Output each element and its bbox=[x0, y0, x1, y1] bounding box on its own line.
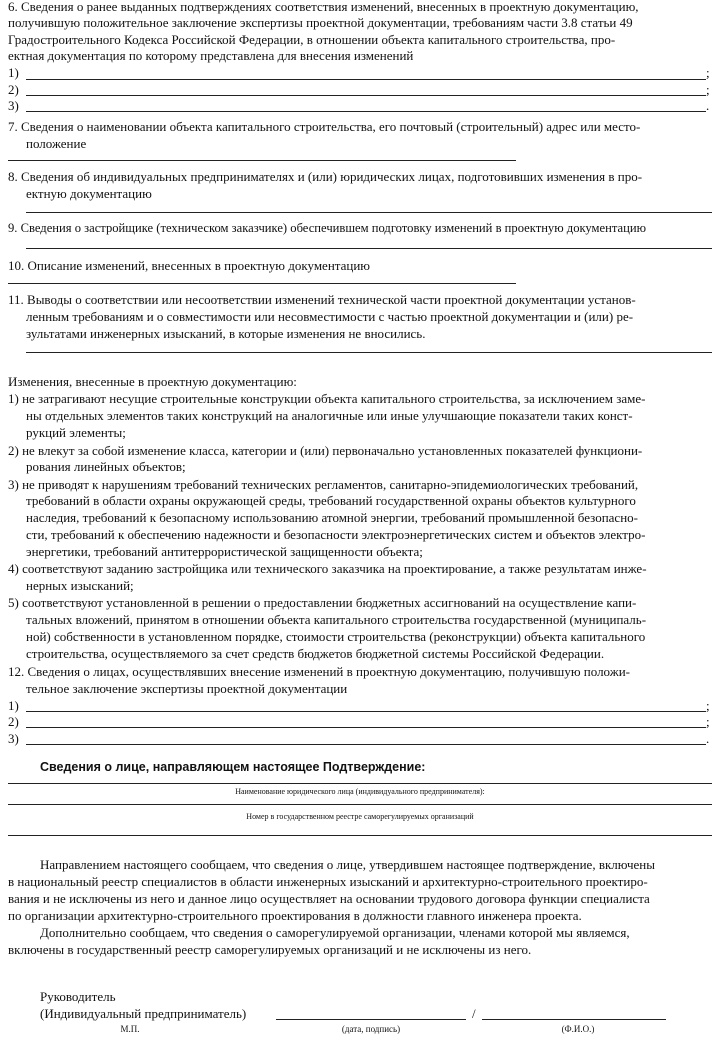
s6-item-1-end: ; bbox=[706, 65, 710, 80]
changes-p5-line-4: строительства, осуществляемого за счет средств бюджетов бюджетной системы Российской Федерации. bbox=[26, 646, 605, 661]
section-11-line-2: ленным требованиям и о совместимости или несовместимости с частью проектной документации и (или) ре- bbox=[26, 309, 634, 324]
signature-role-2: (Индивидуальный предприниматель) bbox=[40, 1006, 247, 1021]
body-p1-line-1: Направлением настоящего сообщаем, что сведения о лице, утвердившем настоящее подтверждение, включены bbox=[40, 857, 655, 872]
section-6-line-2: получившую положительное заключение экспертизы проектной документации, требованиям части 3.8 статьи 49 bbox=[8, 15, 633, 30]
section-11-line-3: зультатами инженерных изысканий, в которые изменения не вносились. bbox=[26, 326, 426, 341]
s11-blank[interactable] bbox=[26, 352, 712, 353]
section-6-line-3: Градостроительного Кодекса Российской Федерации, в отношении объекта капитального строительства, про- bbox=[8, 32, 616, 47]
changes-p4-line-1: 4) соответствуют заданию застройщика или технического заказчика на проектирование, а также результатам инже- bbox=[8, 561, 647, 576]
section-6-line-4: ектная документация по которому представлена для внесения изменений bbox=[8, 48, 414, 63]
section-10-line-1: 10. Описание изменений, внесенных в проектную документацию bbox=[8, 258, 371, 273]
section-12-line-2: тельное заключение экспертизы проектной документации bbox=[26, 681, 348, 696]
sender-registry-caption: Номер в государственном реестре саморегулируемых организаций bbox=[246, 812, 474, 821]
s9-blank[interactable] bbox=[26, 248, 712, 249]
changes-p5-line-1: 5) соответствуют установленной в решении о предоставлении бюджетных ассигнований на осуществление капи- bbox=[8, 595, 637, 610]
changes-p3-line-5: энергетики, требований антитеррористической защищенности объекта; bbox=[26, 544, 423, 559]
section-6-line-1: 6. Сведения о ранее выданных подтверждениях соответствия изменений, внесенных в проектную документацию, bbox=[8, 0, 639, 14]
signature-slash: / bbox=[472, 1006, 476, 1021]
changes-p1-line-3: рукций элементы; bbox=[26, 425, 126, 440]
signature-date-caption: (дата, подпись) bbox=[341, 1024, 401, 1034]
s12-item-2-end: ; bbox=[706, 714, 710, 729]
signature-date-blank[interactable] bbox=[276, 1019, 466, 1020]
changes-p3-line-1: 3) не приводят к нарушениям требований технических регламентов, санитарно-эпидемиологических требований, bbox=[8, 477, 639, 492]
section-9-line-1: 9. Сведения о застройщике (техническом заказчике) обеспечившем подготовку изменений в проектную документацию bbox=[8, 221, 646, 235]
s12-item-1-num: 1) bbox=[8, 698, 19, 713]
body-p1-line-2: в национальный реестр специалистов в области инженерных изысканий и архитектурно-строительного проектиро- bbox=[8, 874, 648, 889]
sender-name-blank[interactable] bbox=[8, 783, 712, 784]
changes-p3-line-3: наследия, требований к безопасному использованию атомной энергии, требований промышленной безопасно- bbox=[26, 510, 638, 525]
section-7-line-1: 7. Сведения о наименовании объекта капитального строительства, его почтовый (строительный) адрес или место- bbox=[8, 119, 641, 134]
s6-item-3-end: . bbox=[706, 98, 710, 113]
signature-role-1: Руководитель bbox=[40, 989, 116, 1004]
changes-p4-line-2: нерных изысканий; bbox=[26, 578, 134, 593]
s8-blank[interactable] bbox=[26, 212, 712, 213]
s12-item-1-end: ; bbox=[706, 698, 710, 713]
s6-item-2-end: ; bbox=[706, 82, 710, 97]
section-8-line-1: 8. Сведения об индивидуальных предпринимателях и (или) юридических лицах, подготовивших изменения в про- bbox=[8, 169, 643, 184]
section-12-line-1: 12. Сведения о лицах, осуществлявших внесение изменений в проектную документацию, получившую положи- bbox=[8, 664, 631, 679]
changes-p5-line-2: тальных вложений, принятом в отношении объекта капитального строительства государственной (муниципаль- bbox=[26, 612, 647, 627]
changes-p5-line-3: ной) собственности в установленном порядке, стоимости строительства (реконструкции) объекта капитального bbox=[26, 629, 646, 644]
body-p1-line-3: вания и не исключены из него и данное лицо осуществляет на основании трудового договора функции специалиста bbox=[8, 891, 650, 906]
s12-item-3-end: . bbox=[706, 731, 710, 746]
body-p2-line-2: включены в государственный реестр саморегулируемых организаций и не исключены из него. bbox=[8, 942, 532, 957]
s12-item-1-blank[interactable] bbox=[26, 711, 706, 712]
body-p2-line-1: Дополнительно сообщаем, что сведения о саморегулируемой организации, членами которой мы являемся, bbox=[40, 925, 630, 940]
changes-intro: Изменения, внесенные в проектную документацию: bbox=[8, 374, 297, 389]
sender-registry-blank[interactable] bbox=[8, 835, 712, 836]
sender-name-blank-2[interactable] bbox=[8, 804, 712, 805]
s12-item-2-num: 2) bbox=[8, 714, 19, 729]
stamp-mark: М.П. bbox=[120, 1024, 140, 1034]
changes-p3-line-4: сти, требований к обеспечению надежности и безопасности электроэнергетических систем и объектов электро- bbox=[26, 527, 646, 542]
s6-item-2-blank[interactable] bbox=[26, 95, 706, 96]
sender-name-caption: Наименование юридического лица (индивидуального предпринимателя): bbox=[235, 787, 485, 796]
s10-blank[interactable] bbox=[8, 283, 516, 284]
changes-p2-line-2: рования линейных объектов; bbox=[26, 459, 186, 474]
s6-item-1-blank[interactable] bbox=[26, 79, 706, 80]
s7-blank[interactable] bbox=[8, 160, 516, 161]
changes-p1-line-1: 1) не затрагивают несущие строительные конструкции объекта капитального строительства, за исключением заме- bbox=[8, 391, 646, 406]
changes-p2-line-1: 2) не влекут за собой изменение класса, категории и (или) первоначально установленных показателей функциони- bbox=[8, 443, 643, 458]
signature-fio-caption: (Ф.И.О.) bbox=[561, 1024, 595, 1034]
sender-heading: Сведения о лице, направляющем настоящее Подтверждение: bbox=[40, 760, 426, 774]
s12-item-2-blank[interactable] bbox=[26, 727, 706, 728]
section-7-line-2: положение bbox=[26, 136, 87, 151]
changes-p1-line-2: ны отдельных элементов таких конструкций на аналогичные или иные улучшающие показатели таких конст- bbox=[26, 408, 633, 423]
s6-item-2-num: 2) bbox=[8, 82, 19, 97]
s6-item-3-blank[interactable] bbox=[26, 111, 706, 112]
s12-item-3-blank[interactable] bbox=[26, 744, 706, 745]
signature-fio-blank[interactable] bbox=[482, 1019, 666, 1020]
body-p1-line-4: по организации архитектурно-строительного проектирования в должности главного инженера проекта. bbox=[8, 908, 582, 923]
section-11-line-1: 11. Выводы о соответствии или несоответствии изменений технической части проектной документации установ- bbox=[8, 292, 636, 307]
s6-item-3-num: 3) bbox=[8, 98, 19, 113]
section-8-line-2: ектную документацию bbox=[26, 186, 152, 201]
s12-item-3-num: 3) bbox=[8, 731, 19, 746]
s6-item-1-num: 1) bbox=[8, 65, 19, 80]
changes-p3-line-2: требований в области охраны окружающей среды, требований государственной охраны объектов культурного bbox=[26, 493, 636, 508]
